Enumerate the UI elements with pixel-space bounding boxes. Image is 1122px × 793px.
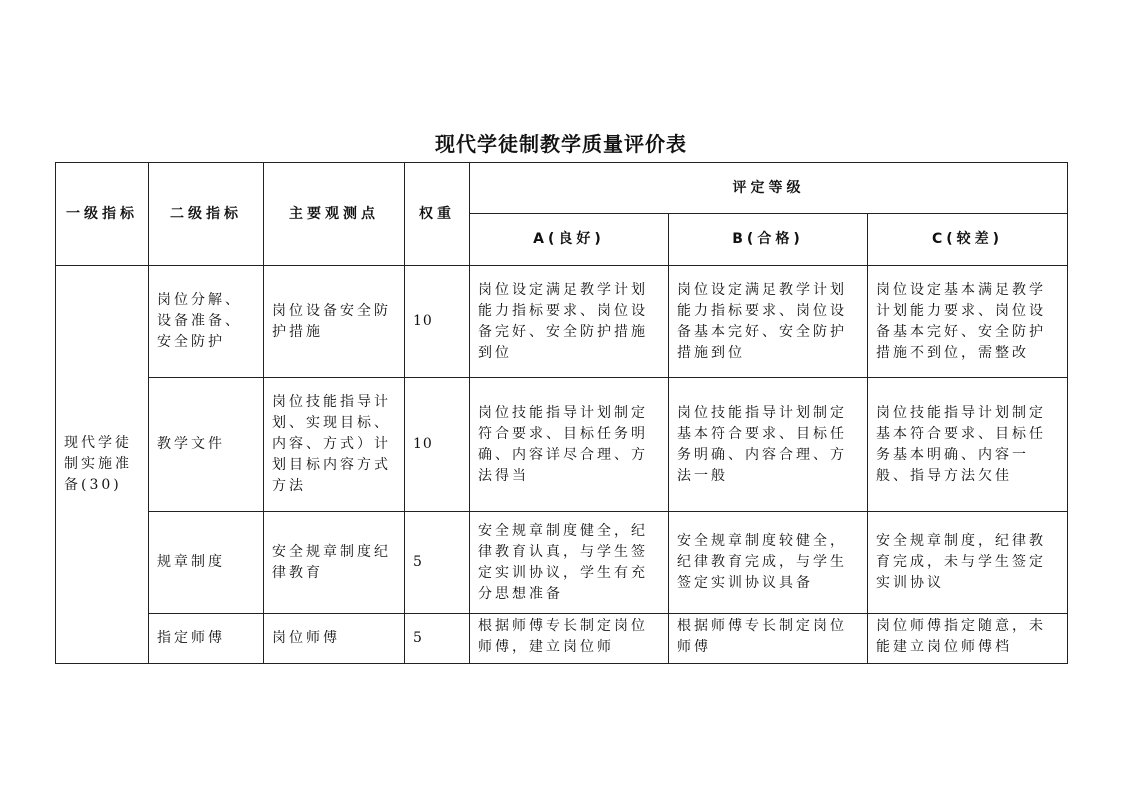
row-level2: 教学文件 [149,378,264,512]
row-points: 岗位技能指导计划、实现目标、内容、方式）计划目标内容方式方法 [264,378,405,512]
row-grade-b: 岗位设定满足教学计划能力指标要求、岗位设备基本完好、安全防护措施到位 [669,266,868,378]
header-level1: 一级指标 [56,163,149,266]
page-title: 现代学徒制教学质量评价表 [435,132,687,156]
header-grade-c: C(较差) [868,214,1068,266]
row-grade-c: 安全规章制度，纪律教育完成，未与学生签定实训协议 [868,512,1068,614]
table-row [56,512,1068,614]
row-points: 岗位师傅 [264,614,405,664]
row-grade-a: 根据师傅专长制定岗位师傅，建立岗位师 [470,614,669,664]
table-row [56,378,1068,512]
table-row [56,614,1068,664]
row-grade-c: 岗位设定基本满足教学计划能力要求、岗位设备基本完好、安全防护措施不到位，需整改 [868,266,1068,378]
row-grade-a: 岗位技能指导计划制定符合要求、目标任务明确、内容详尽合理、方法得当 [470,378,669,512]
header-points: 主要观测点 [264,163,405,266]
row-weight: 10 [405,378,470,512]
row-weight: 5 [405,512,470,614]
row-level2: 指定师傅 [149,614,264,664]
section-level1: 现代学徒制实施准备(30) [56,266,149,664]
row-points: 安全规章制度纪律教育 [264,512,405,614]
row-weight: 5 [405,614,470,664]
row-grade-b: 根据师傅专长制定岗位师傅 [669,614,868,664]
row-level2: 规章制度 [149,512,264,614]
header-grade-a: A(良好) [470,214,669,266]
row-grade-c: 岗位师傅指定随意，未能建立岗位师傅档 [868,614,1068,664]
row-level2: 岗位分解、设备准备、安全防护 [149,266,264,378]
row-points: 岗位设备安全防护措施 [264,266,405,378]
header-weight: 权重 [405,163,470,266]
header-grade: 评定等级 [470,163,1068,214]
row-grade-b: 岗位技能指导计划制定基本符合要求、目标任务明确、内容合理、方法一般 [669,378,868,512]
header-grade-b: B(合格) [669,214,868,266]
evaluation-table [55,162,1068,664]
header-row [56,163,1068,214]
row-grade-a: 岗位设定满足教学计划能力指标要求、岗位设备完好、安全防护措施到位 [470,266,669,378]
header-level2: 二级指标 [149,163,264,266]
row-weight: 10 [405,266,470,378]
row-grade-b: 安全规章制度较健全，纪律教育完成，与学生签定实训协议具备 [669,512,868,614]
row-grade-a: 安全规章制度健全，纪律教育认真，与学生签定实训协议，学生有充分思想准备 [470,512,669,614]
row-grade-c: 岗位技能指导计划制定基本符合要求、目标任务基本明确、内容一般、指导方法欠佳 [868,378,1068,512]
table-row [56,266,1068,378]
